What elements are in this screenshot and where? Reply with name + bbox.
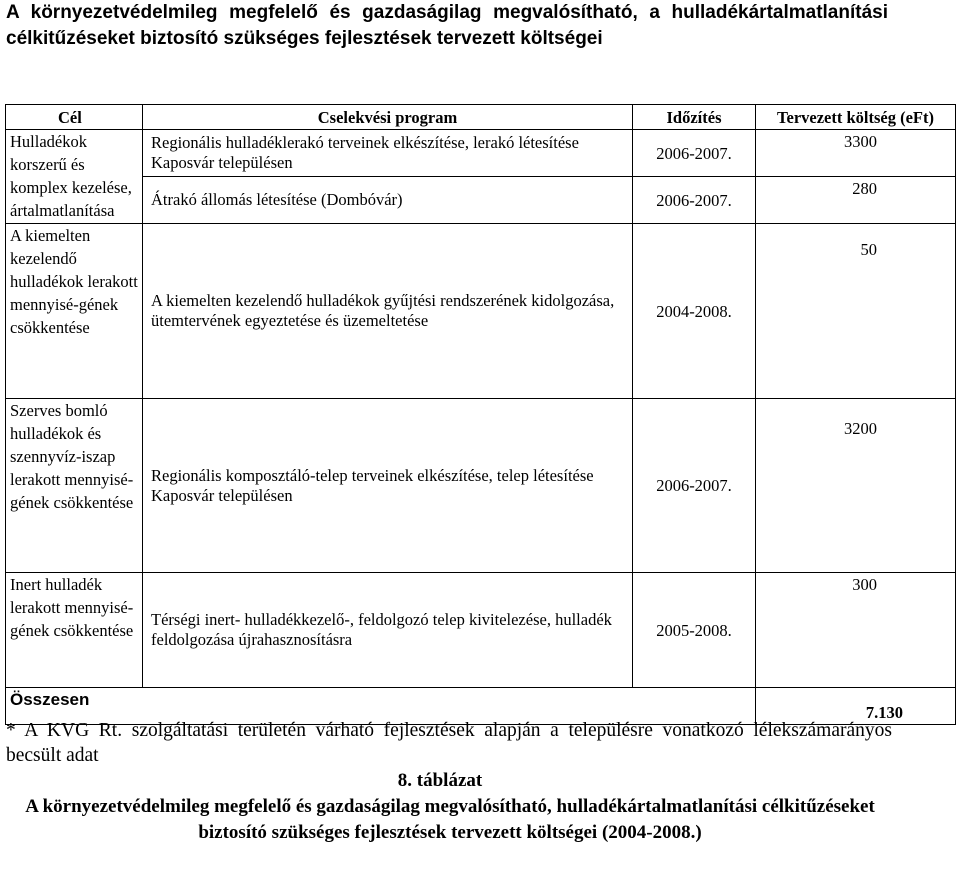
timing-cell: 2005-2008. xyxy=(633,573,756,688)
header-timing: Időzítés xyxy=(633,105,756,130)
goal-cell: A kiemelten kezelendő hulladékok lerakott mennyisé-gének csökkentése xyxy=(6,224,143,399)
header-cost: Tervezett költség (eFt) xyxy=(756,105,956,130)
document-heading: A környezetvédelmileg megfelelő és gazdaságilag megvalósítható, a hulladékártalmatlanítási célkitűzéseket biztosító szükséges fejlesztések tervezett költségei xyxy=(6,2,888,49)
program-cell: Regionális hulladéklerakó terveinek elkészítése, lerakó létesítése Kaposvár településen xyxy=(143,130,633,177)
table-row xyxy=(6,177,956,224)
cost-cell: 300 xyxy=(756,573,956,688)
table-row xyxy=(6,224,956,399)
program-cell: Regionális komposztáló-telep terveinek elkészítése, telep létesítése Kaposvár településen xyxy=(143,399,633,573)
cost-cell: 3200 xyxy=(756,399,956,573)
timing-cell: 2006-2007. xyxy=(633,130,756,177)
timing-cell: 2004-2008. xyxy=(633,224,756,399)
table-header-row xyxy=(6,105,956,130)
table-caption: 8. táblázat xyxy=(397,770,483,791)
goal-cell: Inert hulladék lerakott mennyisé-gének csökkentése xyxy=(6,573,143,688)
total-label: Összesen xyxy=(6,688,756,725)
timing-cell: 2006-2007. xyxy=(633,177,756,224)
cost-cell: 50 xyxy=(756,224,956,399)
cost-cell: 3300 xyxy=(756,130,956,177)
header-goal: Cél xyxy=(6,105,143,130)
goal-cell: Hulladékok korszerű és komplex kezelése, ártalmatlanítása xyxy=(6,130,143,224)
goal-cell: Szerves bomló hulladékok és szennyvíz-iszap lerakott mennyisé-gének csökkentése xyxy=(6,399,143,573)
total-value: 7.130 xyxy=(756,688,956,725)
planned-costs-table xyxy=(5,104,956,725)
program-cell: Átrakó állomás létesítése (Dombóvár) xyxy=(143,177,633,224)
header-program: Cselekvési program xyxy=(143,105,633,130)
table-title: A környezetvédelmileg megfelelő és gazdaságilag megvalósítható, hulladékártalmatlanítási célkitűzéseket biztosító szükséges fejlesztések tervezett költségei (2004-2008.) xyxy=(25,796,875,843)
program-cell: A kiemelten kezelendő hulladékok gyűjtési rendszerének kidolgozása, ütemtervének egyeztetése és üzemeltetése xyxy=(143,224,633,399)
program-cell: Térségi inert- hulladékkezelő-, feldolgozó telep kivitelezése, hulladék feldolgozása újrahasznosításra xyxy=(143,573,633,688)
table-row xyxy=(6,399,956,573)
cost-cell: 280 xyxy=(756,177,956,224)
footnote: * A KVG Rt. szolgáltatási területén várható fejlesztések alapján a településre vonatkozó lélekszámarányos becsült adat xyxy=(6,720,892,766)
table-row xyxy=(6,573,956,688)
timing-cell: 2006-2007. xyxy=(633,399,756,573)
table-row xyxy=(6,130,956,177)
